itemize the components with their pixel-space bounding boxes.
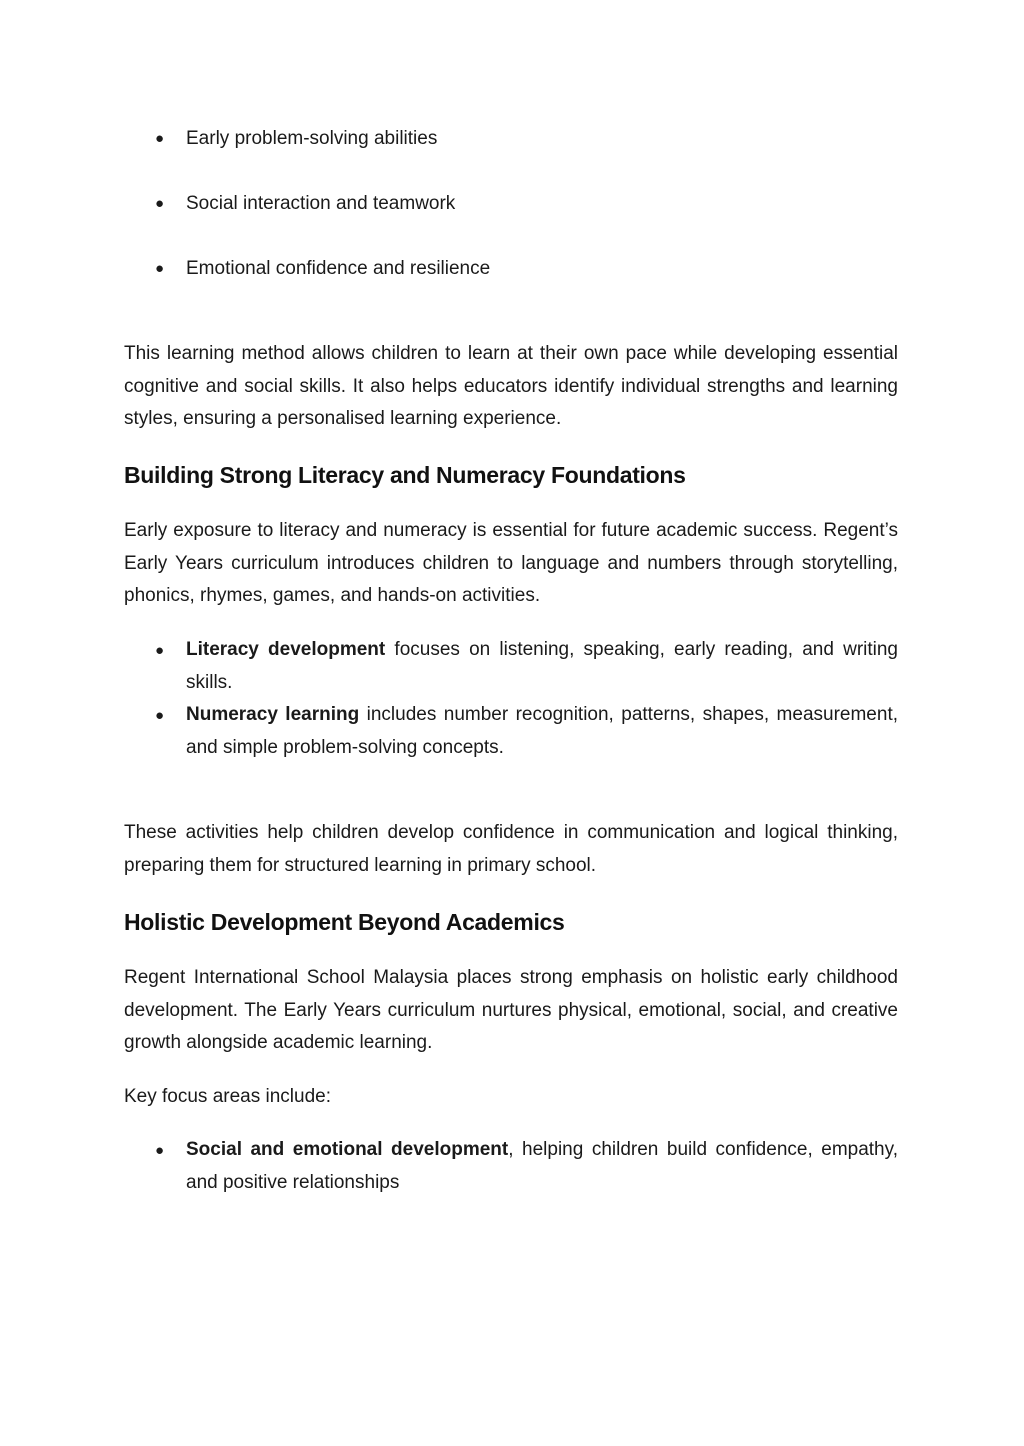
early-exposure-paragraph: Early exposure to literacy and numeracy is essential for future academic success. Regent’s Early Years curriculum introduces children to language and numbers through storytelling, phonics, rhymes, games, and hands-on activities. — [124, 520, 898, 607]
bullet-icon: ● — [155, 130, 165, 147]
bullet-icon: ● — [155, 707, 165, 725]
key-focus-paragraph: Key focus areas include: — [124, 1086, 332, 1107]
bold-term: Social and emotional development — [186, 1139, 509, 1160]
bullet-icon: ● — [155, 642, 165, 659]
list-item — [124, 122, 898, 155]
list-item — [124, 1134, 898, 1199]
regent-paragraph: Regent International School Malaysia places strong emphasis on holistic early childhood development. The Early Years curriculum nurtures physical, emotional, social, and creative growth alongside academic learning. — [124, 967, 898, 1054]
list-item-text: Social interaction and teamwork — [186, 193, 456, 214]
list-item — [124, 699, 898, 764]
list-item-text: Emotional confidence and resilience — [186, 258, 491, 279]
skills-bullet-list — [124, 122, 898, 317]
holistic-development-heading: Holistic Development Beyond Academics — [124, 909, 565, 935]
list-item — [124, 252, 898, 285]
list-item — [124, 187, 898, 220]
bullet-icon: ● — [155, 260, 165, 277]
bullet-icon: ● — [155, 195, 165, 212]
list-item-text: includes number recognition, patterns, shapes, measurement, and simple problem-solving concepts. — [186, 704, 899, 758]
list-item — [124, 634, 898, 699]
bold-term: Numeracy learning — [186, 704, 360, 726]
literacy-numeracy-heading: Building Strong Literacy and Numeracy Foundations — [124, 462, 686, 488]
list-item-text: , helping children build confidence, empathy, and positive relationships — [186, 1139, 898, 1193]
bold-term: Literacy development — [186, 639, 386, 660]
literacy-bullet-list — [124, 634, 898, 764]
learning-method-paragraph: This learning method allows children to learn at their own pace while developing essential cognitive and social skills. It also helps educators identify individual strengths and learning styles, ensuring a personalised learning experience. — [124, 343, 898, 430]
activities-paragraph: These activities help children develop confidence in communication and logical thinking, preparing them for structured learning in primary school. — [124, 822, 898, 876]
list-item-text: Early problem-solving abilities — [186, 128, 438, 149]
focus-areas-bullet-list — [124, 1134, 898, 1199]
bullet-icon: ● — [155, 1142, 165, 1159]
list-item-text: focuses on listening, speaking, early reading, and writing skills. — [186, 639, 899, 693]
